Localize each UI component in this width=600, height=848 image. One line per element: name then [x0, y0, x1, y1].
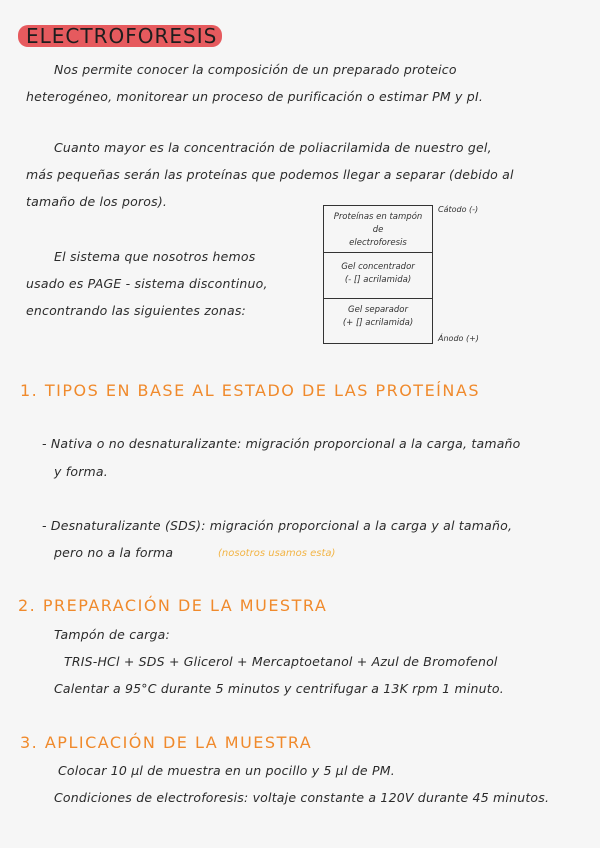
section-2-line-3: Calentar a 95°C durante 5 minutos y centrifugar a 13K rpm 1 minuto.: [54, 681, 504, 696]
intro-line-2: heterogéneo, monitorear un proceso de purificación o estimar PM y pI.: [26, 89, 484, 104]
section-3-heading: 3. APLICACIÓN DE LA MUESTRA: [20, 733, 313, 752]
concentration-line-1: Cuanto mayor es la concentración de poliacrilamida de nuestro gel,: [54, 140, 492, 155]
system-line-1: El sistema que nosotros hemos: [54, 249, 256, 264]
zone-stacking-gel-line-2: (- [] acrilamida): [344, 275, 412, 285]
section-1-heading: 1. TIPOS EN BASE AL ESTADO DE LAS PROTEÍNAS: [20, 381, 480, 400]
section-1-bullet-1-line-2: y forma.: [54, 464, 108, 479]
gel-diagram: [323, 205, 433, 344]
section-1-bullet-2-line-1: - Desnaturalizante (SDS): migración proporcional a la carga y al tamaño,: [42, 518, 513, 533]
zone-separating-gel-line-2: (+ [] acrilamida): [342, 318, 414, 328]
section-2-line-2: TRIS-HCl + SDS + Glicerol + Mercaptoetanol + Azul de Bromofenol: [64, 654, 498, 669]
section-2-heading: 2. PREPARACIÓN DE LA MUESTRA: [18, 596, 328, 615]
system-line-3: encontrando las siguientes zonas:: [26, 303, 246, 318]
zone-sample-buffer-line-2: de: [372, 225, 384, 235]
concentration-line-3: tamaño de los poros).: [26, 194, 168, 209]
zone-sample-buffer-line-3: electroforesis: [349, 238, 407, 248]
anode-label: Ánodo (+): [438, 334, 479, 343]
zone-separating-gel-line-1: Gel separador: [348, 305, 408, 315]
zone-sample-buffer-line-1: Proteínas en tampón: [333, 212, 423, 222]
zone-divider-2: [324, 298, 432, 299]
section-1-note: (nosotros usamos esta): [218, 548, 336, 559]
intro-line-1: Nos permite conocer la composición de un preparado proteico: [54, 62, 457, 77]
section-3-line-1: Colocar 10 µl de muestra en un pocillo y 5 µl de PM.: [58, 763, 395, 778]
zone-sample-buffer: [324, 211, 432, 250]
zone-divider-1: [324, 252, 432, 253]
zone-stacking-gel-line-1: Gel concentrador: [341, 262, 415, 272]
system-line-2: usado es PAGE - sistema discontinuo,: [26, 276, 268, 291]
zone-separating-gel: [324, 304, 432, 330]
section-3-line-2: Condiciones de electroforesis: voltaje constante a 120V durante 45 minutos.: [54, 790, 550, 805]
zone-stacking-gel: [324, 261, 432, 287]
section-2-line-1: Tampón de carga:: [54, 627, 170, 642]
page-title: ELECTROFORESIS: [26, 24, 218, 48]
cathode-label: Cátodo (-): [438, 205, 479, 214]
concentration-line-2: más pequeñas serán las proteínas que podemos llegar a separar (debido al: [26, 167, 514, 182]
section-1-bullet-2-line-2: pero no a la forma: [54, 545, 174, 560]
section-1-bullet-1-line-1: - Nativa o no desnaturalizante: migración proporcional a la carga, tamaño: [42, 436, 521, 451]
